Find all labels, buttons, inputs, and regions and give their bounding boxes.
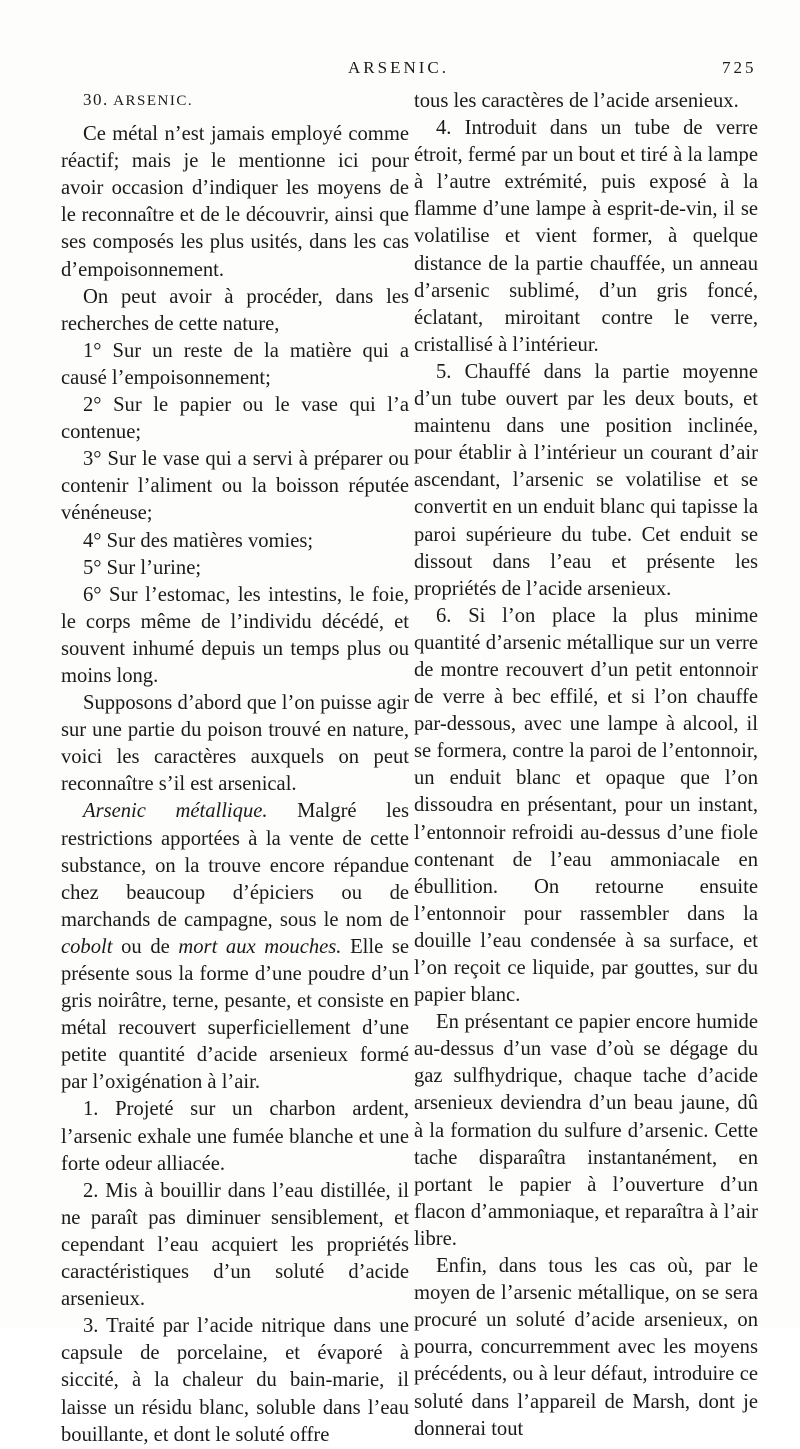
paragraph-papier: En présentant ce papier encore humide au-dessus d’un vase d’où se dégage du gaz sulfhydrique, chaque tache d’acide arsenieux deviendra d’un beau jaune, dû à la formation du sulfure d’arsenic. Cette tache disparaîtra instantanément, en portant le papier à l’ouverture d’un flacon d’ammoniaque, et reparaîtra à l’air libre. xyxy=(414,1011,758,1250)
step-3: 3. Traité par l’acide nitrique dans une capsule de porcelaine, et évaporé à siccité, à la chaleur du bain-marie, il laisse un résidu blanc, soluble dans l’eau bouillante, et dont le soluté offre xyxy=(61,1315,409,1446)
page-number: 725 xyxy=(722,58,757,77)
continuation-text: tous les caractères de l’acide arsenieux. xyxy=(414,90,739,112)
list-item-1: 1° Sur un reste de la matière qui a causé l’empoisonnement; xyxy=(61,339,409,389)
section-heading xyxy=(61,86,409,115)
paragraph-arsenic-text: Malgré les restrictions apportées à la vente de cette substance, on la trouve encore répandue chez beaucoup d’épiciers ou de marchands de campagne, sous le nom de xyxy=(61,800,410,931)
step-6: 6. Si l’on place la plus minime quantité d’arsenic métallique sur un verre de montre recouvert d’un petit entonnoir de verre à bec effilé, et si l’on chauffe par-dessous, avec une lampe à alcool, il se formera, contre la paroi de l’entonnoir, un enduit blanc et opaque que l’on dissoudra en présentant, pour un instant, l’entonnoir refroidi au-dessus d’une fiole contenant de l’eau ammoniacale en ébullition. On retourne ensuite l’entonnoir pour rassembler dans la douille l’eau condensée à sa surface, et l’on reçoit ce liquide, par gouttes, sur du papier blanc. xyxy=(414,604,758,1007)
paragraph-enfin: Enfin, dans tous les cas où, par le moyen de l’arsenic métallique, on se sera procuré un soluté d’acide arsenieux, on pourra, concurremment avec les moyens précédents, ou à leur défaut, introduire ce soluté dans l’appareil de Marsh, dont je donnerai tout xyxy=(414,1255,758,1440)
list-item-6: 6° Sur l’estomac, les intestins, le foie, le corps même de l’individu décédé, et souvent inhumé depuis un temps plus ou moins long. xyxy=(61,583,409,687)
right-column xyxy=(414,88,758,1443)
list-item-3: 3° Sur le vase qui a servi à préparer ou contenir l’aliment ou la boisson réputée vénéneuse; xyxy=(61,448,409,525)
paragraph-procede: On peut avoir à procéder, dans les recherches de cette nature, xyxy=(61,285,409,335)
step-2: 2. Mis à bouillir dans l’eau distillée, il ne paraît pas diminuer sensiblement, et cependant l’eau acquiert les propriétés caractéristiques d’un soluté d’acide arsenieux. xyxy=(61,1179,409,1311)
step-1: 1. Projeté sur un charbon ardent, l’arsenic exhale une fumée blanche et une forte odeur alliacée. xyxy=(61,1098,409,1175)
paragraph-presente: Elle se présente sous la forme d’une poudre d’un gris noirâtre, terne, pesante, et consiste en métal recouvert superficiellement d’une petite quantité d’acide arsenieux formé par l’oxigénation à l’air. xyxy=(61,935,410,1094)
left-column xyxy=(61,86,409,1449)
section-number: 30. xyxy=(83,90,109,109)
paragraph-arsenic-metallique xyxy=(61,798,409,1096)
step-4: 4. Introduit dans un tube de verre étroit, fermé par un bout et tiré à la lampe à l’autre extrémité, puis exposé à la flamme d’une lampe à esprit-de-vin, il se volatilise et vient former, à quelque distance de la partie chauffée, un anneau d’arsenic sublimé, d’un gris foncé, éclatant, miroitant contre le verre, cristallisé à l’intérieur. xyxy=(414,117,758,356)
subheading-arsenic-metallique: Arsenic métallique. xyxy=(83,800,268,823)
step-5: 5. Chauffé dans la partie moyenne d’un tube ouvert par les deux bouts, et maintenu dans une position inclinée, pour établir à l’intérieur un courant d’air ascendant, l’arsenic se volatilise et se convertit en un enduit blanc qui tapisse la paroi supérieure du tube. Cet enduit se dissout dans l’eau et présente les propriétés de l’acide arsenieux. xyxy=(414,360,758,600)
paragraph-supposons: Supposons d’abord que l’on puisse agir sur une partie du poison trouvé en nature, voici les caractères auxquels on peut reconnaître s’il est arsenical. xyxy=(61,692,409,796)
running-title: ARSENIC. xyxy=(348,58,449,77)
word-ou-de: ou de xyxy=(121,935,170,958)
section-title: ARSENIC. xyxy=(113,93,194,109)
list-item-4: 4° Sur des matières vomies; xyxy=(83,529,314,552)
paragraph-intro: Ce métal n’est jamais employé comme réactif; mais je le mentionne ici pour avoir occasion d’indiquer les moyens de le reconnaître et de le découvrir, ainsi que ses composés les plus usités, dans les cas d’empoisonnement. xyxy=(61,123,409,281)
list-item-2: 2° Sur le papier ou le vase qui l’a contenue; xyxy=(61,394,409,444)
term-mort-aux-mouches: mort aux mouches. xyxy=(178,935,342,958)
term-cobolt: cobolt xyxy=(61,935,113,958)
list-item-5: 5° Sur l’urine; xyxy=(83,556,202,579)
